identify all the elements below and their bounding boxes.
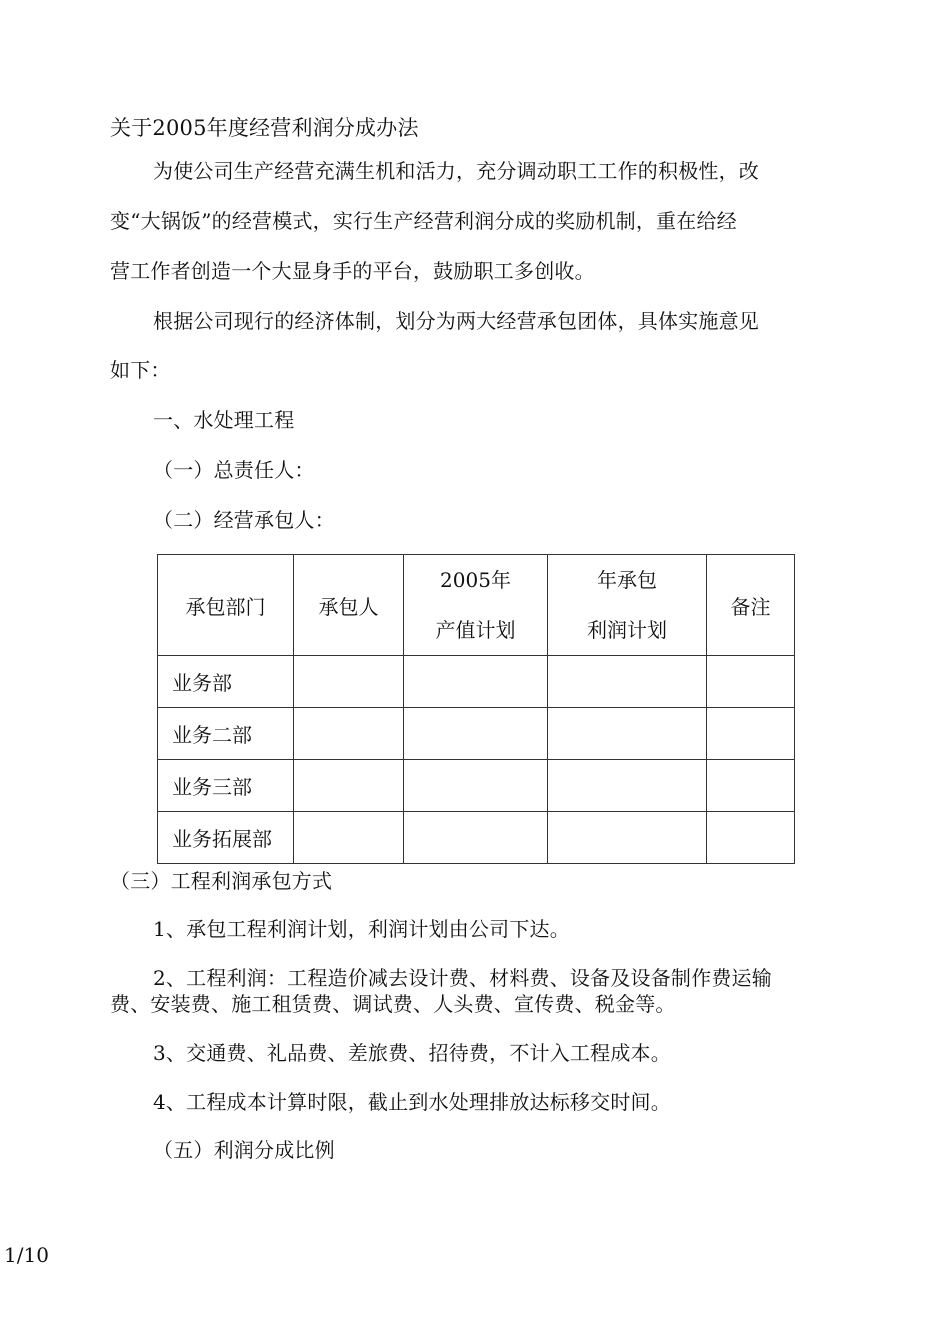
point-3: 3、交通费、礼品费、差旅费、招待费，不计入工程成本。	[153, 1041, 671, 1065]
row-dept-name: 业务二部	[158, 708, 294, 760]
point-1: 1、承包工程利润计划，利润计划由公司下达。	[153, 917, 570, 941]
document-title: 关于2005年度经营利润分成办法	[110, 116, 419, 140]
table-cell	[294, 656, 404, 708]
intro-line-1: 为使公司生产经营充满生机和活力，充分调动职工工作的积极性，改	[153, 159, 759, 183]
header-dept: 承包部门	[158, 555, 294, 656]
table-cell	[548, 656, 707, 708]
row-dept-name: 业务部	[158, 656, 294, 708]
point-2-line-2: 费、安装费、施工租赁费、调试费、人头费、宣传费、税金等。	[110, 992, 676, 1016]
table-cell	[707, 708, 795, 760]
table-cell	[404, 708, 548, 760]
table-cell	[404, 760, 548, 812]
header-profit-plan	[548, 555, 707, 656]
table-cell	[404, 812, 548, 864]
item-contractor: （二）经营承包人：	[153, 508, 335, 532]
table-cell	[404, 656, 548, 708]
table-cell	[294, 812, 404, 864]
table-row	[158, 656, 795, 708]
basis-line-1: 根据公司现行的经济体制，划分为两大经营承包团体，具体实施意见	[153, 309, 759, 333]
header-profit-line-2: 利润计划	[587, 618, 667, 642]
page-number: 1/10	[4, 1243, 49, 1267]
row-dept-name: 业务三部	[158, 760, 294, 812]
header-contractor: 承包人	[294, 555, 404, 656]
table-cell	[294, 760, 404, 812]
item-profit-contract-method: （三）工程利润承包方式	[110, 869, 333, 893]
basis-line-2: 如下：	[110, 358, 171, 382]
header-profit-line-1: 年承包	[597, 568, 657, 592]
table-cell	[707, 760, 795, 812]
table-header-row	[158, 555, 795, 656]
section-heading-water-treatment: 一、水处理工程	[153, 408, 295, 432]
intro-line-3: 营工作者创造一个大显身手的平台，鼓励职工多创收。	[110, 259, 595, 283]
row-dept-name: 业务拓展部	[158, 812, 294, 864]
point-4: 4、工程成本计算时限，截止到水处理排放达标移交时间。	[153, 1090, 671, 1114]
table-cell	[548, 760, 707, 812]
item-profit-share-ratio: （五）利润分成比例	[153, 1138, 335, 1162]
table-row	[158, 812, 795, 864]
intro-line-2: 变“大锅饭”的经营模式，实行生产经营利润分成的奖励机制，重在给经	[110, 209, 737, 233]
point-2-line-1: 2、工程利润：工程造价减去设计费、材料费、设备及设备制作费运输	[153, 966, 772, 990]
table-cell	[294, 708, 404, 760]
table-cell	[548, 708, 707, 760]
contract-plan-table	[157, 554, 795, 864]
item-chief-responsible: （一）总责任人：	[153, 458, 315, 482]
header-output-line-1: 2005年	[440, 568, 511, 592]
header-note: 备注	[707, 555, 795, 656]
table-cell	[548, 812, 707, 864]
header-output-plan	[404, 555, 548, 656]
table-row	[158, 760, 795, 812]
header-output-line-2: 产值计划	[435, 618, 516, 642]
table-cell	[707, 656, 795, 708]
table-row	[158, 708, 795, 760]
table-cell	[707, 812, 795, 864]
